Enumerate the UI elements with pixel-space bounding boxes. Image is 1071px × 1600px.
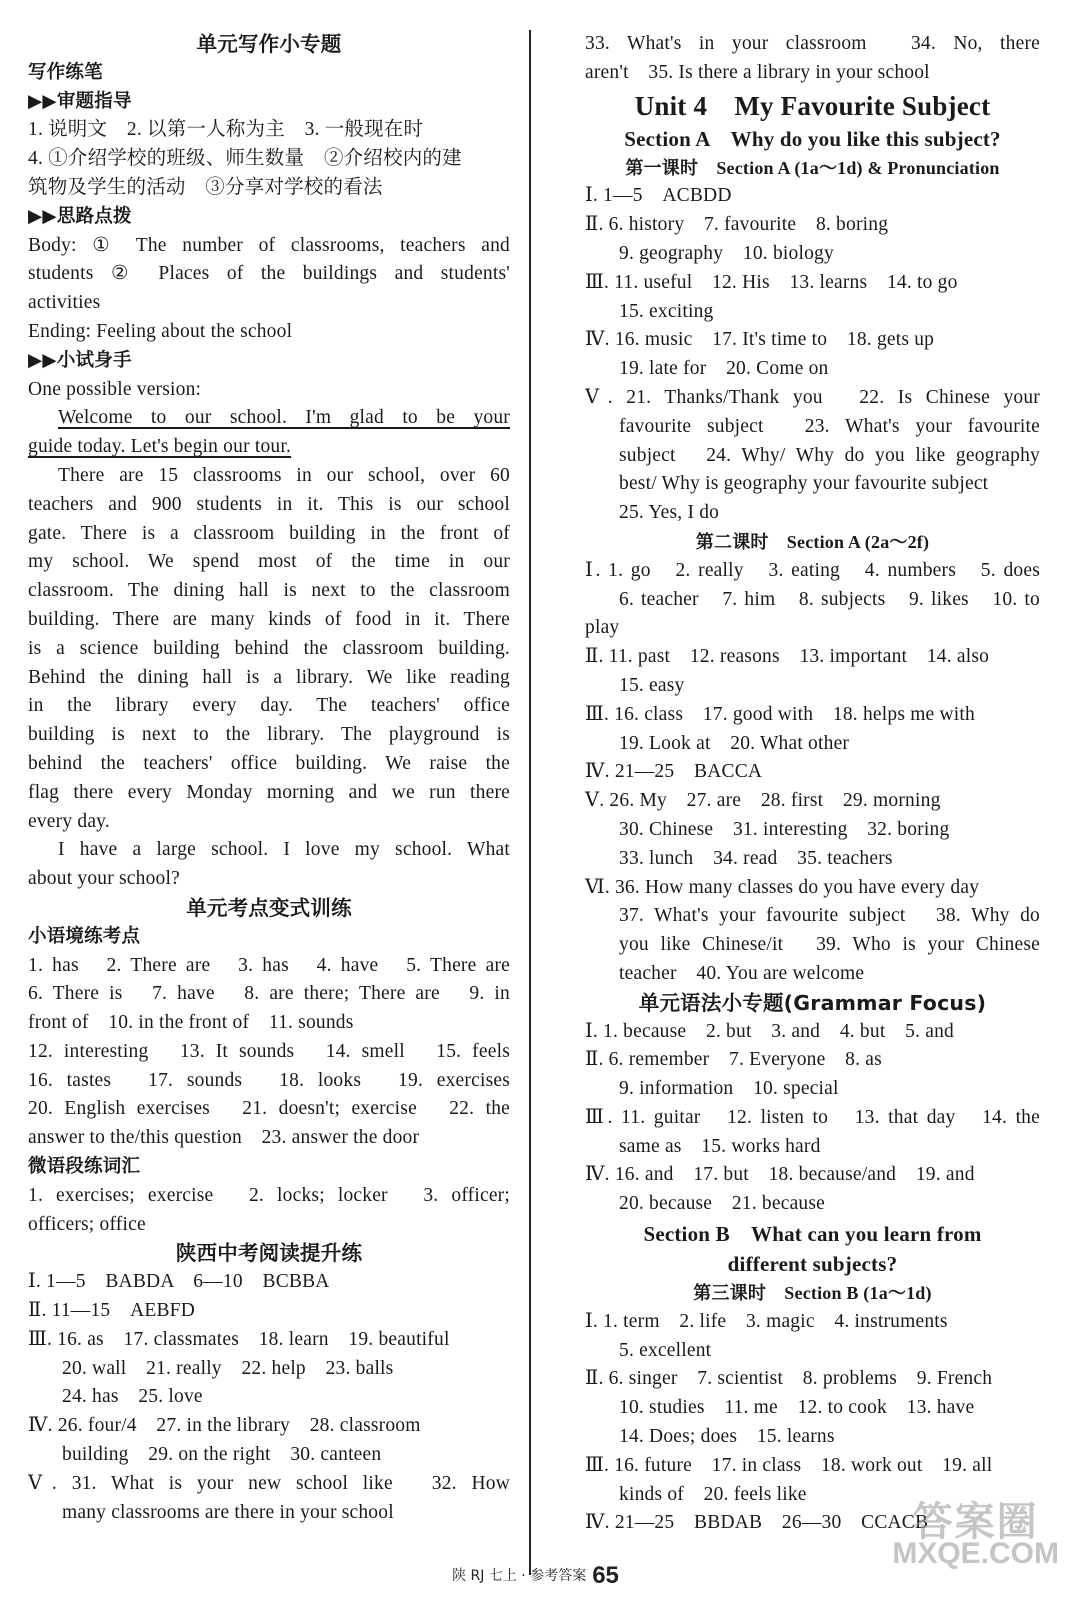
answer-line: aren't 35. Is there a library in your school xyxy=(585,61,930,83)
answer-line: 16. tastes 17. sounds 18. looks 19. exercises xyxy=(28,1069,510,1091)
answer-line: 筑物及学生的活动 ③分享对学校的看法 xyxy=(28,176,383,198)
subsection-heading: 写作练笔 xyxy=(28,61,103,83)
answer-line: 30. Chinese 31. interesting 32. boring xyxy=(619,818,950,840)
answer-line: Ⅱ. 6. history 7. favourite 8. boring xyxy=(585,214,889,236)
answer-line: 4. ①介绍学校的班级、师生数量 ②介绍校内的建 xyxy=(28,148,462,170)
answer-line: best/ Why is geography your favourite subject xyxy=(619,473,989,495)
answer-line: my school. We spend most of the time in our xyxy=(28,551,510,573)
answer-line: Ⅵ. 36. How many classes do you have every day xyxy=(585,876,980,898)
answer-line: building. There are many kinds of food in it. There xyxy=(28,608,510,630)
right-answer-lines xyxy=(585,30,1040,1538)
answer-line: Ⅳ. 16. and 17. but 18. because/and 19. and xyxy=(585,1164,975,1186)
watermark-text: 答案圈 xyxy=(912,1500,1039,1544)
answer-line: 1. exercises; exercise 2. locks; locker 3. officer; xyxy=(28,1184,510,1206)
answer-line: behind the teachers' office building. We raise the xyxy=(28,752,510,774)
answer-line: 20. wall 21. really 22. help 23. balls xyxy=(62,1357,394,1379)
left-column xyxy=(28,30,510,1527)
section-title: 单元语法小专题(Grammar Focus) xyxy=(638,990,987,1015)
section-title: 单元写作小专题 xyxy=(196,32,342,56)
answer-line: every day. xyxy=(28,810,110,832)
answer-line: 9. geography 10. biology xyxy=(619,242,834,264)
left-answer-lines xyxy=(28,59,510,1528)
answer-line: Ⅳ. 21—25 BACCA xyxy=(585,761,763,783)
answer-line: Body: ① The number of classrooms, teachers and xyxy=(28,234,510,256)
unit-title: Unit 4 My Favourite Subject xyxy=(634,90,991,121)
answer-line: 15. easy xyxy=(619,674,685,696)
answer-line: 19. Look at 20. What other xyxy=(619,732,850,754)
right-column xyxy=(585,30,1040,1538)
answer-line: Ⅰ. 1—5 ACBDD xyxy=(585,185,732,207)
answer-line: 1. 说明文 2. 以第一人称为主 3. 一般现在时 xyxy=(28,119,424,141)
answer-line: about your school? xyxy=(28,868,180,890)
column-divider xyxy=(529,30,531,1575)
answer-line: kinds of 20. feels like xyxy=(619,1483,807,1505)
answer-line: students ② Places of the buildings and students' xyxy=(28,263,510,285)
answer-line: 5. excellent xyxy=(619,1339,712,1361)
guide-heading: ▶▶小试身手 xyxy=(28,349,132,371)
answer-line: you like Chinese/it 39. Who is your Chinese xyxy=(619,934,1040,956)
answer-line: I have a large school. I love my school. What xyxy=(58,839,510,861)
answer-line: teachers and 900 students in it. This is our school xyxy=(28,493,510,515)
answer-line: Ending: Feeling about the school xyxy=(28,320,293,342)
section-heading: different subjects? xyxy=(727,1252,898,1277)
answer-line: 33. lunch 34. read 35. teachers xyxy=(619,847,893,869)
answer-line: Ⅱ. 11—15 AEBFD xyxy=(28,1300,196,1322)
footer-label: 陕 RJ 七上 · 参考答案 xyxy=(452,1568,587,1584)
answer-line: 15. exciting xyxy=(619,300,714,322)
answer-line: classroom. The dining hall is next to the classroom xyxy=(28,580,510,602)
answer-line: subject 24. Why/ Why do you like geography xyxy=(619,444,1040,466)
answer-line: 24. has 25. love xyxy=(62,1386,203,1408)
answer-line: same as 15. works hard xyxy=(619,1135,821,1157)
answer-line: 6. teacher 7. him 8. subjects 9. likes 10. to xyxy=(619,588,1040,610)
answer-line: Ⅳ. 21—25 BBDAB 26—30 CCACB xyxy=(585,1512,929,1534)
watermark-url: MXQE.COM xyxy=(892,1537,1059,1570)
lesson-heading: 第二课时 Section A (2a～2f) xyxy=(695,531,930,552)
answer-line: Welcome to our school. I'm glad to be your xyxy=(58,407,510,429)
guide-heading: ▶▶审题指导 xyxy=(28,90,132,112)
answer-line: is a science building behind the classroom building. xyxy=(28,637,510,659)
subsection-heading: 微语段练词汇 xyxy=(28,1156,141,1178)
answer-line: gate. There is a classroom building in the front of xyxy=(28,522,510,544)
answer-line: Ⅲ. 16. class 17. good with 18. helps me with xyxy=(585,703,975,725)
answer-line: teacher 40. You are welcome xyxy=(619,962,865,984)
guide-heading: ▶▶思路点拨 xyxy=(28,205,132,227)
lesson-heading: 第三课时 Section B (1a～1d) xyxy=(693,1283,932,1304)
answer-line: One possible version: xyxy=(28,378,202,400)
page-number: 65 xyxy=(592,1562,619,1589)
answer-line: Ⅰ. 1. because 2. but 3. and 4. but 5. and xyxy=(585,1020,955,1042)
answer-line: answer to the/this question 23. answer the door xyxy=(28,1127,420,1149)
answer-line: building is next to the library. The playground is xyxy=(28,724,510,746)
answer-line: 1. has 2. There are 3. has 4. have 5. There are xyxy=(28,954,510,976)
answer-line: front of 10. in the front of 11. sounds xyxy=(28,1012,354,1034)
answer-line: activities xyxy=(28,292,101,314)
answer-line: Ⅲ. 16. as 17. classmates 18. learn 19. beautiful xyxy=(28,1328,450,1350)
answer-line: 14. Does; does 15. learns xyxy=(619,1426,835,1448)
answer-line: 6. There is 7. have 8. are there; There are 9. in xyxy=(28,983,510,1005)
answer-line: flag there every Monday morning and we run there xyxy=(28,781,510,803)
answer-line: Ⅱ. 6. singer 7. scientist 8. problems 9. French xyxy=(585,1368,993,1390)
answer-line: 33. What's in your classroom 34. No, there xyxy=(585,33,1040,54)
answer-line: Ⅴ. 21. Thanks/Thank you 22. Is Chinese your xyxy=(585,386,1040,408)
answer-line: Ⅴ. 31. What is your new school like 32. How xyxy=(28,1472,510,1494)
answer-line: Ⅰ. 1. term 2. life 3. magic 4. instruments xyxy=(585,1310,948,1332)
answer-line: 20. because 21. because xyxy=(619,1193,826,1215)
answer-line: 10. studies 11. me 12. to cook 13. have xyxy=(619,1397,975,1419)
answer-line: 19. late for 20. Come on xyxy=(619,358,829,380)
answer-line: Ⅳ. 26. four/4 27. in the library 28. classroom xyxy=(28,1415,421,1437)
answer-line: Ⅴ. 26. My 27. are 28. first 29. morning xyxy=(585,790,941,812)
section-heading: Section B What can you learn from xyxy=(643,1222,982,1247)
subsection-heading: 小语境练考点 xyxy=(28,925,141,947)
lesson-heading: 第一课时 Section A (1a～1d) & Pronunciation xyxy=(625,157,1000,178)
answer-line: in the library every day. The teachers' office xyxy=(28,695,510,717)
answer-line: 9. information 10. special xyxy=(619,1078,839,1100)
answer-line: Ⅲ. 11. guitar 12. listen to 13. that day 14. the xyxy=(585,1106,1040,1128)
section-title: 陕西中考阅读提升练 xyxy=(175,1241,363,1266)
answer-line: play xyxy=(585,617,620,639)
answer-line: Ⅰ. 1—5 BABDA 6—10 BCBBA xyxy=(28,1271,330,1293)
answer-line: Behind the dining hall is a library. We like reading xyxy=(28,666,510,688)
answer-line: 25. Yes, I do xyxy=(619,502,720,524)
answer-line: Ⅱ. 11. past 12. reasons 13. important 14. also xyxy=(585,646,990,668)
answer-line: building 29. on the right 30. canteen xyxy=(62,1444,382,1466)
answer-line: There are 15 classrooms in our school, over 60 xyxy=(58,464,510,486)
answer-line: many classrooms are there in your school xyxy=(62,1501,394,1523)
answer-line: favourite subject 23. What's your favourite xyxy=(619,415,1040,437)
answer-line: Ⅱ. 6. remember 7. Everyone 8. as xyxy=(585,1049,882,1071)
answer-line: 37. What's your favourite subject 38. Why do xyxy=(619,905,1040,927)
section-heading: Section A Why do you like this subject? xyxy=(624,126,1001,151)
answer-line: 12. interesting 13. It sounds 14. smell 15. feels xyxy=(28,1040,510,1062)
answer-line: Ⅰ. 1. go 2. really 3. eating 4. numbers 5. does xyxy=(585,559,1040,581)
answer-line: 20. English exercises 21. doesn't; exercise 22. the xyxy=(28,1098,510,1120)
answer-line: Ⅳ. 16. music 17. It's time to 18. gets up xyxy=(585,329,935,351)
answer-line: Ⅲ. 16. future 17. in class 18. work out 19. all xyxy=(585,1454,993,1476)
section-title: 单元考点变式训练 xyxy=(186,895,352,920)
answer-line: guide today. Let's begin our tour. xyxy=(28,436,292,458)
watermark-logo xyxy=(892,1500,1059,1570)
answer-line: officers; office xyxy=(28,1213,146,1235)
answer-line: Ⅲ. 11. useful 12. His 13. learns 14. to go xyxy=(585,271,958,293)
